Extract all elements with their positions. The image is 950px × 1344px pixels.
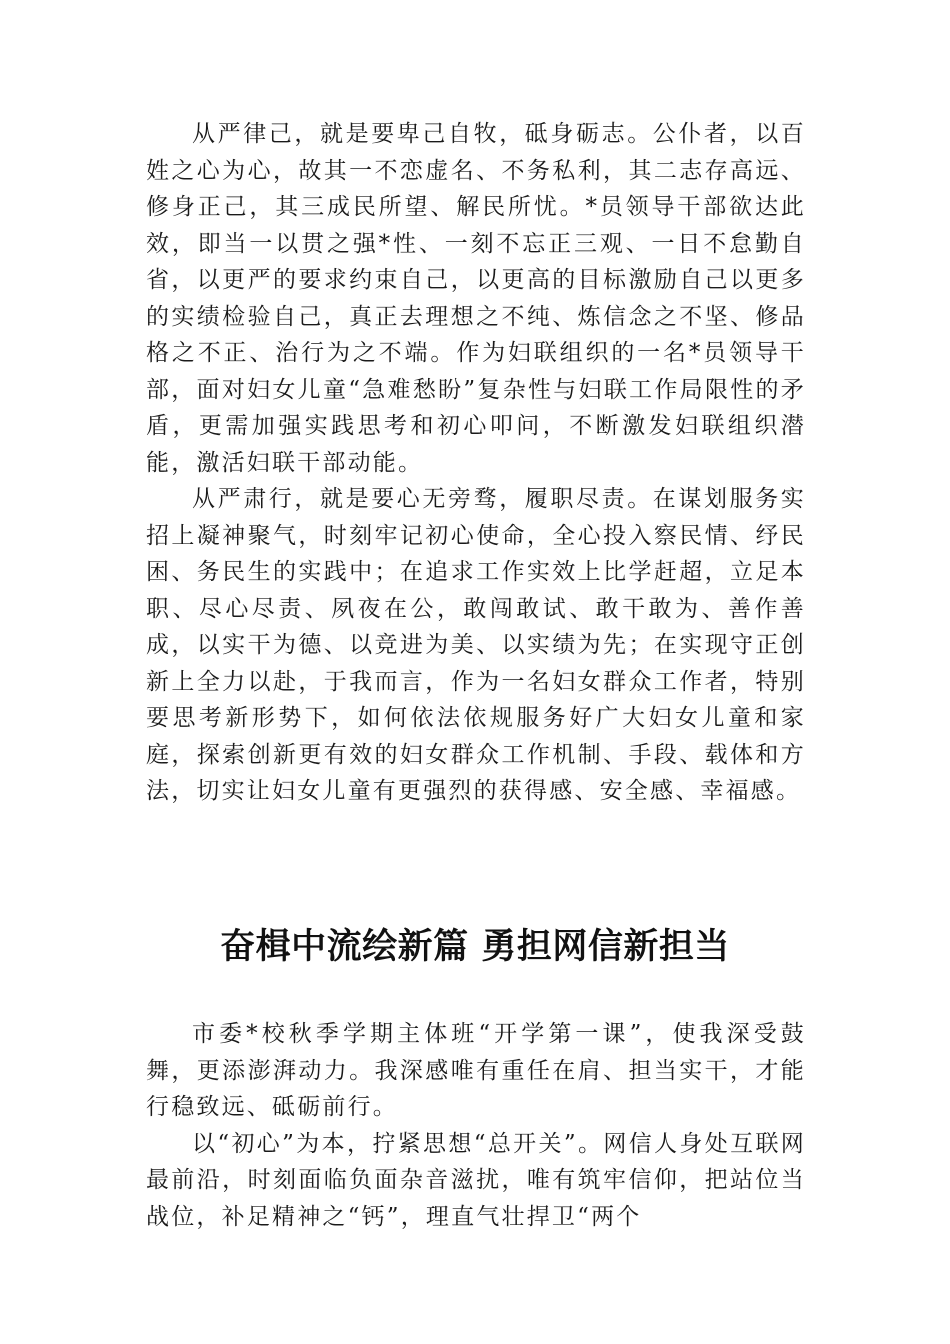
paragraph: 以“初心”为本，拧紧思想“总开关”。网信人身处互联网最前沿，时刻面临负面杂音滋扰，唯有筑牢信仰，把站位当战位，补足精神之“钙”，理直气壮捍卫“两个 bbox=[146, 1130, 806, 1230]
paragraph: 从严律己，就是要卑己自牧，砥身砺志。公仆者，以百姓之心为心，故其一不恋虚名、不务私利，其二志存高远、修身正己，其三成民所望、解民所忧。*员领导干部欲达此效，即当一以贯之强*性、一刻不忘正三观、一日不怠勤自省，以更严的要求约束自己，以更高的目标激励自己以更多的实绩检验自己，真正去理想之不纯、炼信念之不坚、修品格之不正、治行为之不端。作为妇联组织的一名*员领导干部，面对妇女儿童“急难愁盼”复杂性与妇联工作局限性的矛盾，更需加强实践思考和初心叩问，不断激发妇联组织潜能，激活妇联干部动能。 bbox=[146, 121, 806, 476]
paragraph: 从严肃行，就是要心无旁骛，履职尽责。在谋划服务实招上凝神聚气，时刻牢记初心使命，全心投入察民情、纾民困、务民生的实践中；在追求工作实效上比学赶超，立足本职、尽心尽责、夙夜在公，敢闯敢试、敢干敢为、善作善成，以实干为德、以竞进为美、以实绩为先；在实现守正创新上全力以赴，于我而言，作为一名妇女群众工作者，特别要思考新形势下，如何依法依规服务好广大妇女儿童和家庭，探索创新更有效的妇女群众工作机制、手段、载体和方法，切实让妇女儿童有更强烈的获得感、安全感、幸福感。 bbox=[146, 486, 806, 804]
article-section-bottom bbox=[146, 1016, 806, 1235]
article-section-top bbox=[146, 116, 806, 810]
article-heading: 奋楫中流绘新篇 勇担网信新担当 bbox=[220, 926, 730, 967]
paragraph: 市委*校秋季学期主体班“开学第一课”，使我深受鼓舞，更添澎湃动力。我深感唯有重任在肩、担当实干，才能行稳致远、砥砺前行。 bbox=[146, 1021, 806, 1120]
